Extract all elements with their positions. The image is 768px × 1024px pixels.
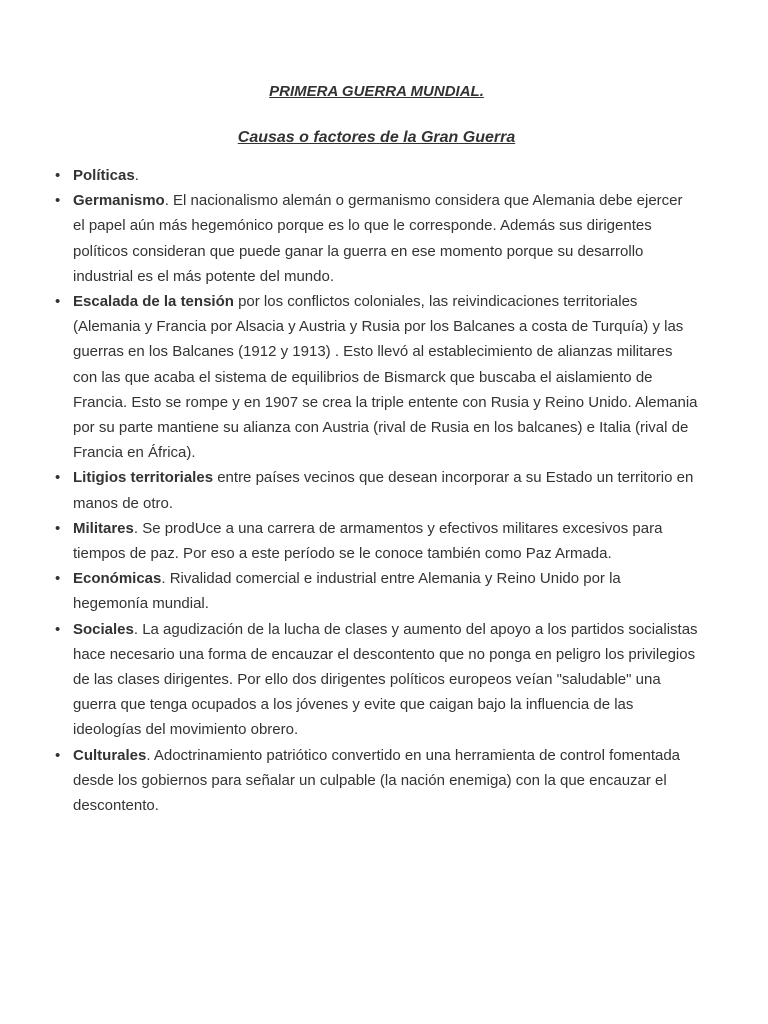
item-text: . Adoctrinamiento patriótico convertido en una herramienta de control fomentada desde los gobiernos para señalar un culpable (la nación enemiga) con la que encauzar el descontento. bbox=[73, 746, 681, 815]
item-text: . bbox=[134, 167, 139, 184]
bullet-glyph: • bbox=[55, 570, 61, 588]
item-text: . Rivalidad comercial e industrial entre Alemania y Reino Unido por la hegemonía mundial. bbox=[73, 570, 621, 613]
bullet-glyph: • bbox=[55, 167, 61, 184]
causes-list bbox=[55, 163, 698, 818]
list-item-escalada bbox=[55, 289, 698, 465]
item-term: Militares bbox=[73, 519, 134, 537]
list-item-litigios bbox=[55, 465, 698, 515]
list-item-politicas bbox=[55, 163, 698, 188]
document-title: PRIMERA GUERRA MUNDIAL. bbox=[269, 83, 484, 100]
list-item-militares bbox=[55, 516, 698, 566]
item-text: . La agudización de la lucha de clases y aumento del apoyo a los partidos socialistas hace necesario una forma de encauzar el descontento que no ponga en peligro los privilegios de las clases dirigentes. Por ello dos dirigentes políticos europeos veían "saludable" una guerra que tenga ocupados a los jóvenes y evite que caigan bajo la influencia de las ideologías del movimiento obrero. bbox=[73, 620, 698, 739]
item-term: Escalada de la tensión bbox=[73, 293, 234, 311]
list-item-sociales bbox=[55, 617, 698, 743]
item-term: Económicas bbox=[73, 570, 162, 588]
bullet-glyph: • bbox=[55, 620, 61, 638]
document-subtitle: Causas o factores de la Gran Guerra bbox=[237, 129, 516, 146]
bullet-glyph: • bbox=[55, 293, 61, 311]
list-item-germanismo bbox=[55, 188, 698, 289]
bullet-glyph: • bbox=[55, 746, 61, 764]
list-item-culturales bbox=[55, 743, 698, 819]
item-term: Litigios territoriales bbox=[73, 469, 214, 487]
list-item-economicas bbox=[55, 566, 698, 616]
item-text: entre países vecinos que desean incorporar a su Estado un territorio en manos de otro. bbox=[73, 469, 694, 512]
item-text: . El nacionalismo alemán o germanismo considera que Alemania debe ejercer el papel aún más hegemónico porque es lo que le corresponde. Además sus dirigentes políticos consideran que puede ganar la guerra en ese momento porque su desarrollo industrial es el más potente del mundo. bbox=[73, 192, 683, 285]
item-term: Políticas bbox=[73, 167, 135, 184]
bullet-glyph: • bbox=[55, 192, 61, 210]
bullet-glyph: • bbox=[55, 519, 61, 537]
bullet-glyph: • bbox=[55, 469, 61, 487]
item-term: Culturales bbox=[73, 746, 147, 764]
item-text: . Se prodUce a una carrera de armamentos y efectivos militares excesivos para tiempos de paz. Por eso a este período se le conoce también como Paz Armada. bbox=[73, 519, 663, 563]
item-text: por los conflictos coloniales, las reivindicaciones territoriales (Alemania y Francia por Alsacia y Austria y Rusia por los Balcanes a costa de Turquía) y las guerras en los Balcanes (1912 y 1913) . Esto llevó al establecimiento de alianzas militares con las que acaba el sistema de equilibrios de Bismarck que buscaba el aislamiento de Francia. Esto se rompe y en 1907 se crea la triple entente con Rusia y Reino Unido. Alemania por su parte mantiene su alianza con Austria (rival de Rusia en los balcanes) e Italia (rival de Francia en África). bbox=[73, 293, 698, 462]
item-term: Germanismo bbox=[73, 192, 165, 210]
item-term: Sociales bbox=[73, 620, 134, 638]
